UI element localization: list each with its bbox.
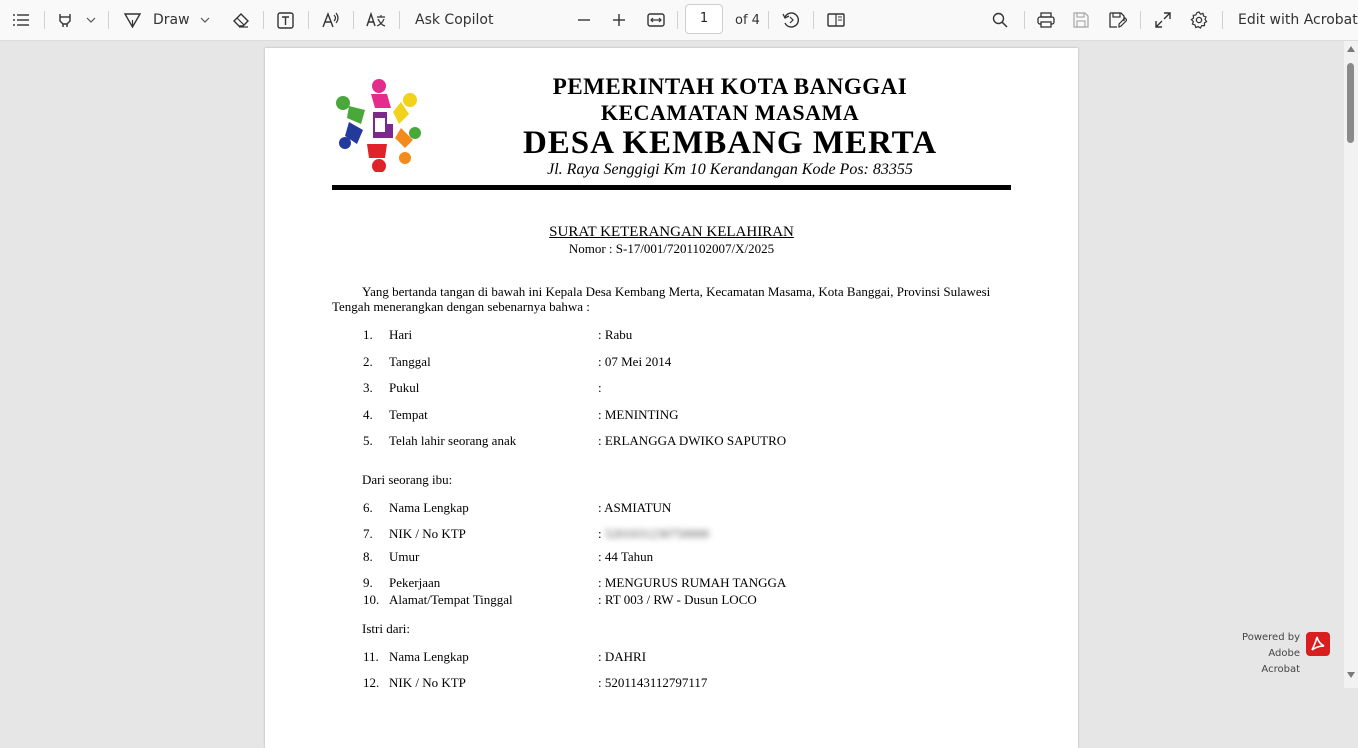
item-value: : 44 Tahun [598, 549, 654, 564]
scroll-up-arrow-icon[interactable] [1347, 46, 1355, 52]
section-wife: Istri dari: [362, 621, 411, 636]
letterhead-line-3: DESA KEMBANG MERTA [522, 125, 938, 161]
draw-button[interactable] [124, 0, 190, 40]
item-number: 8. [363, 549, 373, 564]
draw-label: Draw [153, 12, 190, 28]
item-number: 5. [363, 433, 373, 448]
ask-copilot-button[interactable] [415, 0, 494, 40]
letterhead-address: Jl. Raya Senggigi Km 10 Kerandangan Kode Pos: 83355 [547, 161, 913, 178]
settings-gear-icon[interactable] [1190, 0, 1208, 40]
item-value: : 5201143112797117 [598, 675, 708, 690]
letterhead-line-2: KECAMATAN MASAMA [600, 100, 860, 125]
powered-by-line-2: Adobe Acrobat [1261, 648, 1300, 675]
read-aloud-icon[interactable] [322, 0, 340, 40]
item-value: : MENGURUS RUMAH TANGGA [598, 575, 787, 590]
zoom-in-icon[interactable] [612, 0, 626, 40]
item-value: : DAHRI [598, 649, 647, 664]
powered-by-line-1: Powered by [1242, 632, 1300, 643]
item-number: 9. [363, 575, 373, 590]
item-label: Umur [389, 549, 420, 564]
item-value: : [598, 380, 602, 395]
item-number: 6. [363, 500, 373, 515]
item-label: Nama Lengkap [389, 500, 469, 515]
letterhead-line-1: PEMERINTAH KOTA BANGGAI [552, 74, 908, 99]
contents-icon[interactable] [12, 0, 30, 40]
item-label: Telah lahir seorang anak [389, 433, 517, 448]
print-icon[interactable] [1037, 0, 1055, 40]
item-value: : Rabu [598, 327, 633, 342]
item-label: Pekerjaan [389, 575, 441, 590]
item-value: : ERLANGGA DWIKO SAPUTRO [598, 433, 787, 448]
item-number: 4. [363, 407, 373, 422]
eraser-icon[interactable] [232, 0, 250, 40]
item-number: 10. [363, 592, 380, 607]
powered-by-badge [1228, 630, 1300, 678]
draw-dropdown-chevron-icon[interactable] [200, 0, 210, 40]
translate-icon[interactable] [366, 0, 386, 40]
rotate-icon[interactable] [782, 0, 800, 40]
save-as-icon[interactable] [1109, 0, 1127, 40]
item-label: NIK / No KTP [389, 526, 466, 541]
item-label: Pukul [389, 380, 420, 395]
intro-line-1: Yang bertanda tangan di bawah ini Kepala Desa Kembang Merta, Kecamatan Masama, Kota Banggai, Provinsi Sulawesi [362, 284, 991, 299]
zoom-out-icon[interactable] [577, 0, 591, 40]
save-icon[interactable] [1073, 0, 1089, 40]
item-value: : MENINTING [598, 407, 679, 422]
redacted-nik-value: 5201031230750000 [605, 526, 709, 541]
scrollbar-thumb[interactable] [1347, 63, 1354, 143]
item-number: 1. [363, 327, 373, 342]
pdf-page [265, 48, 1078, 748]
item-value: : 07 Mei 2014 [598, 354, 672, 369]
pdf-toolbar [0, 0, 1358, 41]
document-number: Nomor : S-17/001/7201102007/X/2025 [568, 241, 775, 256]
item-number: 11. [363, 649, 379, 664]
highlight-dropdown-chevron-icon[interactable] [86, 0, 96, 40]
item-number: 7. [363, 526, 373, 541]
item-value: : RT 003 / RW - Dusun LOCO [598, 592, 757, 607]
item-label: Tempat [389, 407, 428, 422]
intro-line-2: Tengah menerangkan dengan sebenarnya bahwa : [332, 299, 590, 314]
item-label: NIK / No KTP [389, 675, 466, 690]
item-number: 2. [363, 354, 373, 369]
letterhead-divider [332, 185, 1011, 190]
highlight-icon[interactable] [57, 0, 73, 40]
item-number: 3. [363, 380, 373, 395]
document-title: SURAT KETERANGAN KELAHIRAN [549, 224, 794, 240]
edit-with-acrobat-button[interactable] [1238, 0, 1358, 40]
item-value: : [598, 526, 602, 541]
full-screen-icon[interactable] [1155, 0, 1171, 40]
search-icon[interactable] [992, 0, 1008, 40]
ask-copilot-label: Ask Copilot [415, 12, 494, 28]
item-number: 12. [363, 675, 380, 690]
text-box-icon[interactable] [277, 0, 294, 40]
scroll-down-arrow-icon[interactable] [1347, 672, 1355, 678]
page-view-icon[interactable] [827, 0, 845, 40]
page-total-label: of 4 [735, 12, 760, 28]
item-label: Nama Lengkap [389, 649, 469, 664]
section-mother: Dari seorang ibu: [362, 472, 453, 487]
draw-pen-icon [124, 12, 141, 28]
vertical-scrollbar[interactable] [1344, 41, 1358, 688]
item-label: Tanggal [389, 354, 431, 369]
item-label: Hari [389, 327, 413, 342]
fit-to-width-icon[interactable] [647, 0, 665, 40]
adobe-acrobat-logo-icon [1306, 632, 1330, 656]
item-label: Alamat/Tempat Tinggal [389, 592, 513, 607]
page-number-input[interactable]: 1 [685, 4, 723, 34]
edit-with-acrobat-label: Edit with Acrobat [1238, 12, 1358, 28]
item-value: : ASMIATUN [598, 500, 672, 515]
